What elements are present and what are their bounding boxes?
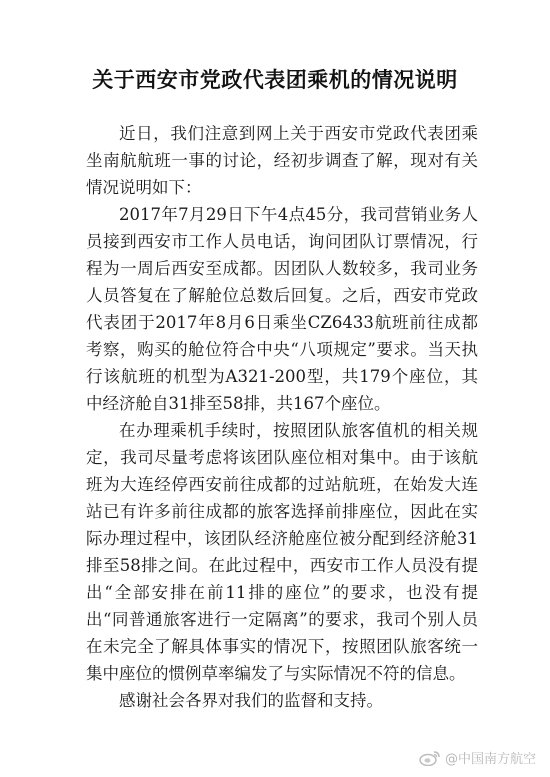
watermark-text: @中国南方航空 <box>444 752 536 767</box>
document-title: 关于西安市党政代表团乘机的情况说明 <box>92 68 458 92</box>
paragraph-booking: 2017年7月29日下午4点45分，我司营销业务人员接到西安市工作人员电话，询问团队订票情况，行程为一周后西安至成都。因团队人数较多，我司业务人员答复在了解舱位总数后回复。之后，西安市党政代表团于2017年8月6日乘坐CZ6433航班前往成都考察，购买的舱位符合中央“八项规定”要求。当天执行该航班的机型为A321-200型，共179个座位，其中经济舱自31排至58排，共167个座位。 <box>86 205 478 413</box>
weibo-icon <box>419 750 441 766</box>
weibo-watermark <box>419 748 536 767</box>
paragraph-intro: 近日，我们注意到网上关于西安市党政代表团乘坐南航航班一事的讨论，经初步调查了解，现对有关情况说明如下： <box>86 124 478 197</box>
document-body <box>86 120 478 714</box>
paragraph-checkin: 在办理乘机手续时，按照团队旅客值机的相关规定，我司尽量考虑将该团队座位相对集中。由于该航班为大连经停西安前往成都的过站航班，在始发大连站已有许多前往成都的旅客选择前排座位，因此在实际办理过程中，该团队经济舱座位被分配到经济舱31排至58排之间。在此过程中，西安市工作人员没有提出“全部安排在前11排的座位”的要求，也没有提出“同普通旅客进行一定隔离”的要求，我司个别人员在未完全了解具体事实的情况下，按照团队旅客统一集中座位的惯例草率编发了与实际情况不符的信息。 <box>86 421 478 683</box>
paragraph-thanks: 感谢社会各界对我们的监督和支持。 <box>119 691 383 710</box>
